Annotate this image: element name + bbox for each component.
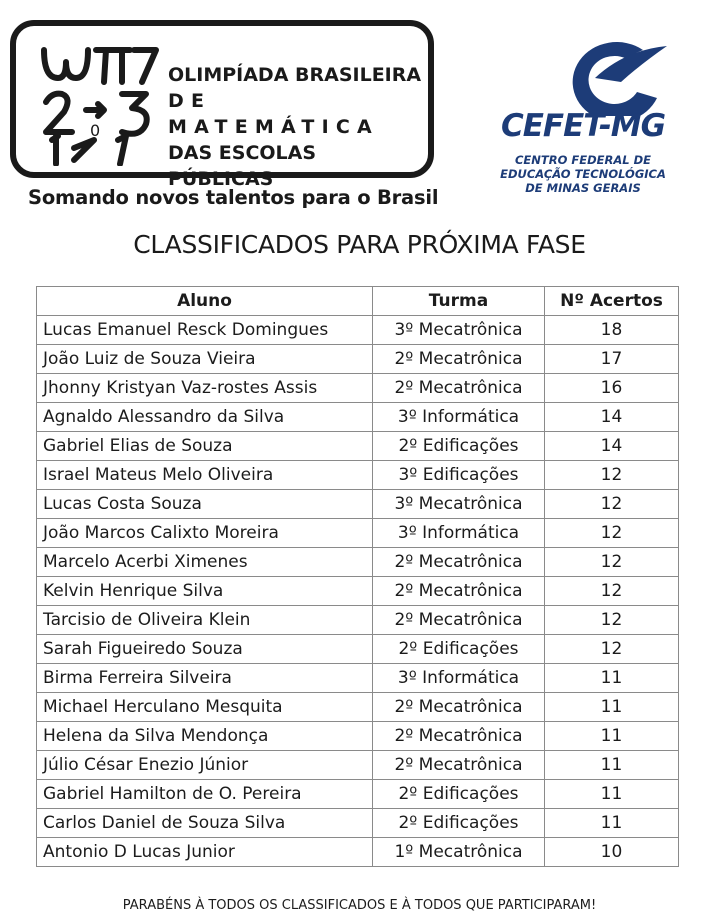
cell-turma: 3º Mecatrônica — [373, 490, 545, 519]
cell-acertos: 12 — [545, 461, 679, 490]
header-acertos: Nº Acertos — [545, 287, 679, 316]
obmep-title — [168, 62, 423, 192]
cell-acertos: 12 — [545, 635, 679, 664]
cell-turma: 3º Edificações — [373, 461, 545, 490]
cell-aluno: Sarah Figueiredo Souza — [37, 635, 373, 664]
cell-aluno: Helena da Silva Mendonça — [37, 722, 373, 751]
table-row — [37, 751, 679, 780]
cell-aluno: Birma Ferreira Silveira — [37, 664, 373, 693]
table-row — [37, 345, 679, 374]
cell-aluno: Kelvin Henrique Silva — [37, 577, 373, 606]
cell-turma: 3º Informática — [373, 403, 545, 432]
obmep-title-line2: DE MATEMÁTICA — [168, 90, 379, 138]
table-row — [37, 664, 679, 693]
cell-acertos: 11 — [545, 809, 679, 838]
obmep-logo-icon — [34, 36, 164, 166]
header-turma: Turma — [373, 287, 545, 316]
cell-acertos: 18 — [545, 316, 679, 345]
cell-aluno: João Marcos Calixto Moreira — [37, 519, 373, 548]
classificados-table — [36, 286, 679, 867]
cefet-logo-icon — [525, 26, 675, 116]
table-row — [37, 693, 679, 722]
cefet-sub-line1: CENTRO FEDERAL DE — [514, 153, 651, 167]
cell-turma: 2º Mecatrônica — [373, 577, 545, 606]
obmep-logo-box — [10, 20, 434, 190]
cell-turma: 3º Informática — [373, 519, 545, 548]
cell-turma: 2º Edificações — [373, 635, 545, 664]
cell-aluno: Agnaldo Alessandro da Silva — [37, 403, 373, 432]
cell-acertos: 14 — [545, 403, 679, 432]
cell-turma: 2º Mecatrônica — [373, 548, 545, 577]
cell-acertos: 12 — [545, 606, 679, 635]
page-title: CLASSIFICADOS PARA PRÓXIMA FASE — [133, 230, 586, 259]
cell-turma: 1º Mecatrônica — [373, 838, 545, 867]
svg-text:0: 0 — [90, 121, 101, 140]
cell-aluno: Gabriel Hamilton de O. Pereira — [37, 780, 373, 809]
header-aluno: Aluno — [37, 287, 373, 316]
cell-turma: 3º Mecatrônica — [373, 316, 545, 345]
cell-acertos: 16 — [545, 374, 679, 403]
cell-aluno: Carlos Daniel de Souza Silva — [37, 809, 373, 838]
cell-acertos: 12 — [545, 548, 679, 577]
cell-aluno: Israel Mateus Melo Oliveira — [37, 461, 373, 490]
cell-acertos: 11 — [545, 693, 679, 722]
obmep-slogan: Somando novos talentos para o Brasil — [28, 186, 439, 209]
cell-aluno: Antonio D Lucas Junior — [37, 838, 373, 867]
cell-turma: 2º Edificações — [373, 432, 545, 461]
cell-aluno: Jhonny Kristyan Vaz-rostes Assis — [37, 374, 373, 403]
cell-aluno: Marcelo Acerbi Ximenes — [37, 548, 373, 577]
obmep-title-line3: DAS ESCOLAS PÚBLICAS — [168, 142, 317, 190]
congrats-footer: PARABÉNS À TODOS OS CLASSIFICADOS E À TODOS QUE PARTICIPARAM! — [122, 898, 597, 913]
table-header-row — [37, 287, 679, 316]
cell-acertos: 12 — [545, 577, 679, 606]
cell-turma: 2º Mecatrônica — [373, 722, 545, 751]
table-row — [37, 548, 679, 577]
cefet-sub-line2: EDUCAÇÃO TECNOLÓGICA — [500, 167, 666, 181]
cell-acertos: 11 — [545, 664, 679, 693]
table-row — [37, 577, 679, 606]
cell-aluno: Tarcisio de Oliveira Klein — [37, 606, 373, 635]
cell-aluno: João Luiz de Souza Vieira — [37, 345, 373, 374]
cell-turma: 2º Mecatrônica — [373, 345, 545, 374]
table-row — [37, 461, 679, 490]
cell-acertos: 12 — [545, 490, 679, 519]
cell-acertos: 11 — [545, 751, 679, 780]
cefet-subtitle — [478, 153, 688, 195]
cell-turma: 2º Mecatrônica — [373, 693, 545, 722]
table-row — [37, 838, 679, 867]
cell-aluno: Gabriel Elias de Souza — [37, 432, 373, 461]
cell-turma: 2º Edificações — [373, 780, 545, 809]
table-row — [37, 635, 679, 664]
cefet-sub-line3: DE MINAS GERAIS — [525, 181, 641, 195]
table-row — [37, 374, 679, 403]
table-row — [37, 722, 679, 751]
cell-aluno: Lucas Costa Souza — [37, 490, 373, 519]
cell-aluno: Júlio César Enezio Júnior — [37, 751, 373, 780]
cell-acertos: 11 — [545, 780, 679, 809]
cefet-name: CEFET-MG — [500, 108, 666, 144]
cell-turma: 2º Mecatrônica — [373, 751, 545, 780]
cell-turma: 2º Edificações — [373, 809, 545, 838]
cell-acertos: 11 — [545, 722, 679, 751]
cell-aluno: Michael Herculano Mesquita — [37, 693, 373, 722]
table-row — [37, 606, 679, 635]
table-row — [37, 780, 679, 809]
table-row — [37, 403, 679, 432]
cell-aluno: Lucas Emanuel Resck Domingues — [37, 316, 373, 345]
cell-acertos: 10 — [545, 838, 679, 867]
table-row — [37, 316, 679, 345]
table-row — [37, 809, 679, 838]
table-row — [37, 432, 679, 461]
table-row — [37, 519, 679, 548]
cell-turma: 2º Mecatrônica — [373, 606, 545, 635]
cell-acertos: 14 — [545, 432, 679, 461]
cell-turma: 2º Mecatrônica — [373, 374, 545, 403]
cell-acertos: 17 — [545, 345, 679, 374]
cell-turma: 3º Informática — [373, 664, 545, 693]
obmep-title-line1: OLIMPÍADA BRASILEIRA — [168, 64, 422, 86]
table-row — [37, 490, 679, 519]
cell-acertos: 12 — [545, 519, 679, 548]
